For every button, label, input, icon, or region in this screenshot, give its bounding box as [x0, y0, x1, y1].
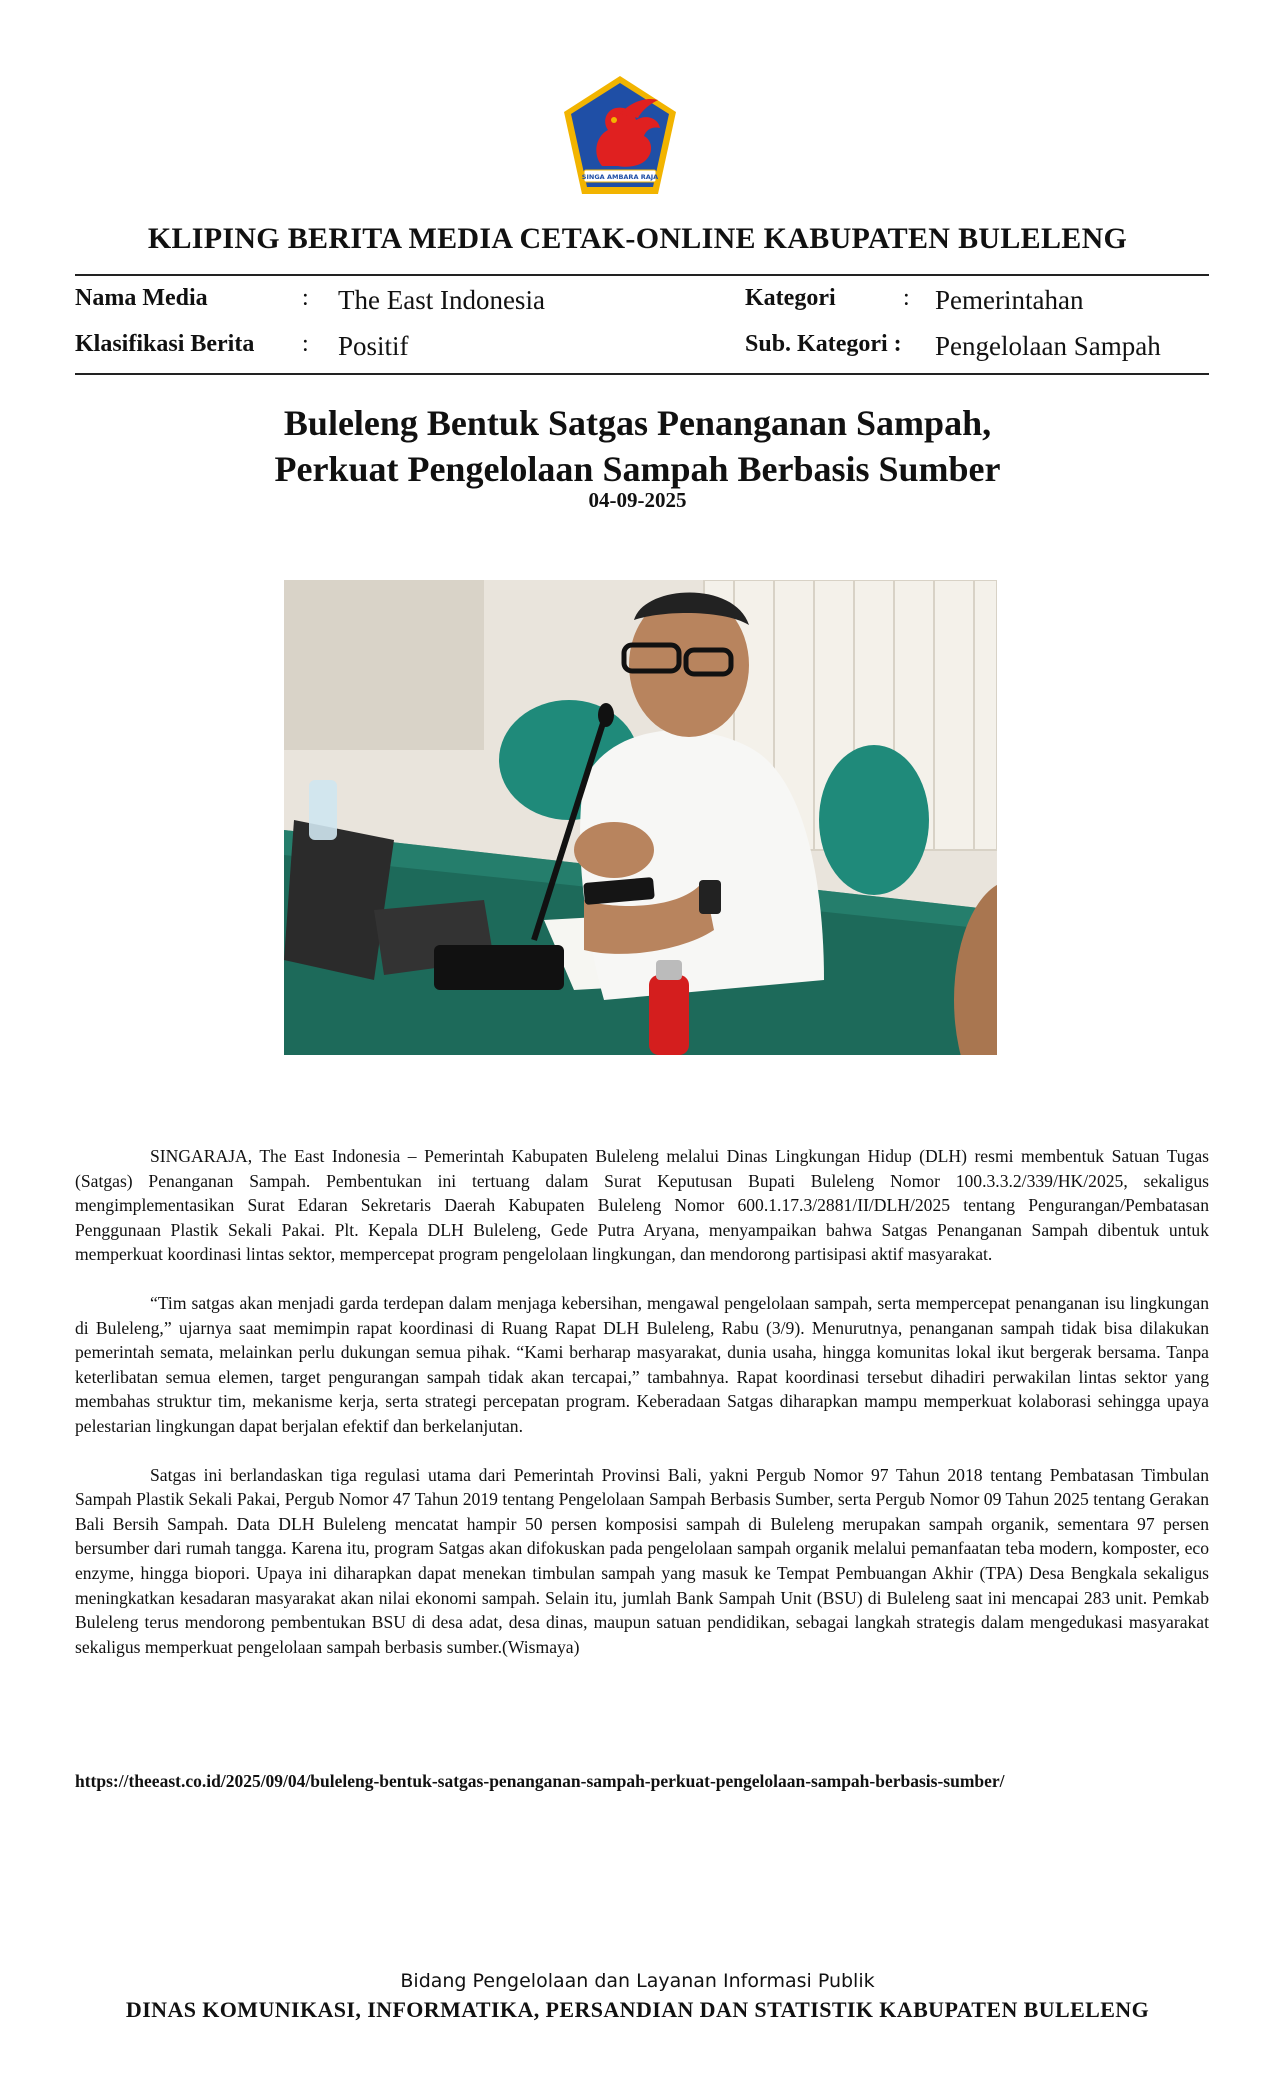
divider-bottom [75, 373, 1209, 375]
kategori-label: Kategori [745, 285, 836, 311]
divider-top [75, 274, 1209, 276]
page-title: KLIPING BERITA MEDIA CETAK-ONLINE KABUPATEN BULELENG [147, 222, 1128, 255]
headline-line-2: Perkuat Pengelolaan Sampah Berbasis Sumber [274, 449, 1001, 489]
headline-line-1: Buleleng Bentuk Satgas Penanganan Sampah, [283, 403, 992, 443]
article-paragraph: SINGARAJA, The East Indonesia – Pemerintah Kabupaten Buleleng melalui Dinas Lingkungan Hidup (DLH) resmi membentuk Satuan Tugas (Satgas) Penanganan Sampah. Pembentukan ini tertuang dalam Surat Keputusan Bupati Buleleng Nomor 100.3.3.2/339/HK/2025, sekaligus mengimplementasikan Surat Edaran Sekretaris Daerah Kabupaten Buleleng Nomor 600.1.17.3/2881/II/DLH/2025 tentang Pengurangan/Pembatasan Penggunaan Plastik Sekali Pakai. Plt. Kepala DLH Buleleng, Gede Putra Aryana, menyampaikan bahwa Satgas Penanganan Sampah dibentuk untuk memperkuat koordinasi lintas sektor, mempercepat program pengelolaan lingkungan, dan mendorong partisipasi aktif masyarakat. [75, 1146, 1209, 1265]
colon: : [903, 285, 910, 311]
kategori-value: Pemerintahan [935, 285, 1084, 315]
klasifikasi-label: Klasifikasi Berita [75, 331, 255, 357]
article-paragraph: “Tim satgas akan menjadi garda terdepan dalam menjaga kebersihan, mengawal pengelolaan sampah, serta mempercepat penanganan isu lingkungan di Buleleng,” ujarnya saat memimpin rapat koordinasi di Ruang Rapat DLH Buleleng, Rabu (3/9). Menurutnya, penanganan sampah tidak bisa dilakukan pemerintah semata, melainkan perlu dukungan semua pihak. “Kami berharap masyarakat, dunia usaha, hingga komunitas lokal ikut bergerak bersama. Tanpa keterlibatan semua elemen, target pengurangan sampah tidak akan tercapai,” tambahnya. Rapat koordinasi tersebut dihadiri perwakilan lintas sektor yang membahas struktur tim, mekanisme kerja, serta strategi percepatan program. Keberadaan Satgas diharapkan mampu memperkuat kolaborasi sehingga upaya pelestarian lingkungan dapat berjalan efektif dan berkelanjutan. [75, 1292, 1209, 1436]
sub-kategori-label: Sub. Kategori : [745, 331, 902, 357]
article-date: 04-09-2025 [588, 488, 687, 512]
colon: : [302, 331, 309, 357]
logo-motto: SINGA AMBARA RAJA [581, 173, 659, 181]
article-body [75, 1144, 1209, 1683]
article-photo [284, 580, 997, 1055]
nama-media-label: Nama Media [75, 285, 208, 311]
article-paragraph: Satgas ini berlandaskan tiga regulasi utama dari Pemerintah Provinsi Bali, yakni Pergub Nomor 97 Tahun 2018 tentang Pembatasan Timbulan Sampah Plastik Sekali Pakai, Pergub Nomor 47 Tahun 2019 tentang Pengelolaan Sampah Berbasis Sumber, serta Pergub Nomor 09 Tahun 2025 tentang Gerakan Bali Bersih Sampah. Data DLH Buleleng mencatat hampir 50 persen komposisi sampah di Buleleng merupakan sampah organik, sementara 97 persen bersumber dari rumah tangga. Karena itu, program Satgas akan difokuskan pada pengelolaan sampah organik melalui pemanfaatan teba modern, komposter, eco enzyme, hingga biopori. Upaya ini diharapkan dapat menekan timbulan sampah yang masuk ke Tempat Pembuangan Akhir (TPA) Desa Bengkala sekaligus meningkatkan kesadaran masyarakat akan nilai ekonomi sampah. Selain itu, jumlah Bank Sampah Unit (BSU) di Buleleng saat ini mencapai 283 unit. Pemkab Buleleng terus mendorong pembentukan BSU di desa adat, desa dinas, maupun satuan pendidikan, sebagai langkah strategis dalam mengedukasi masyarakat sekaligus memperkuat pengelolaan sampah berbasis sumber.(Wismaya) [75, 1464, 1209, 1657]
footer-division: Bidang Pengelolaan dan Layanan Informasi Publik [400, 1970, 875, 1992]
buleleng-crest-logo [562, 74, 678, 198]
colon: : [302, 285, 309, 311]
article-headline [0, 400, 1275, 492]
sub-kategori-value: Pengelolaan Sampah [935, 331, 1161, 361]
source-url[interactable]: https://theeast.co.id/2025/09/04/buleleng-bentuk-satgas-penanganan-sampah-perkuat-pengelolaan-sampah-berbasis-sumber/ [75, 1771, 1005, 1791]
footer-agency: DINAS KOMUNIKASI, INFORMATIKA, PERSANDIAN DAN STATISTIK KABUPATEN BULELENG [125, 1997, 1150, 2022]
nama-media-value: The East Indonesia [338, 285, 545, 315]
klasifikasi-value: Positif [338, 331, 409, 361]
